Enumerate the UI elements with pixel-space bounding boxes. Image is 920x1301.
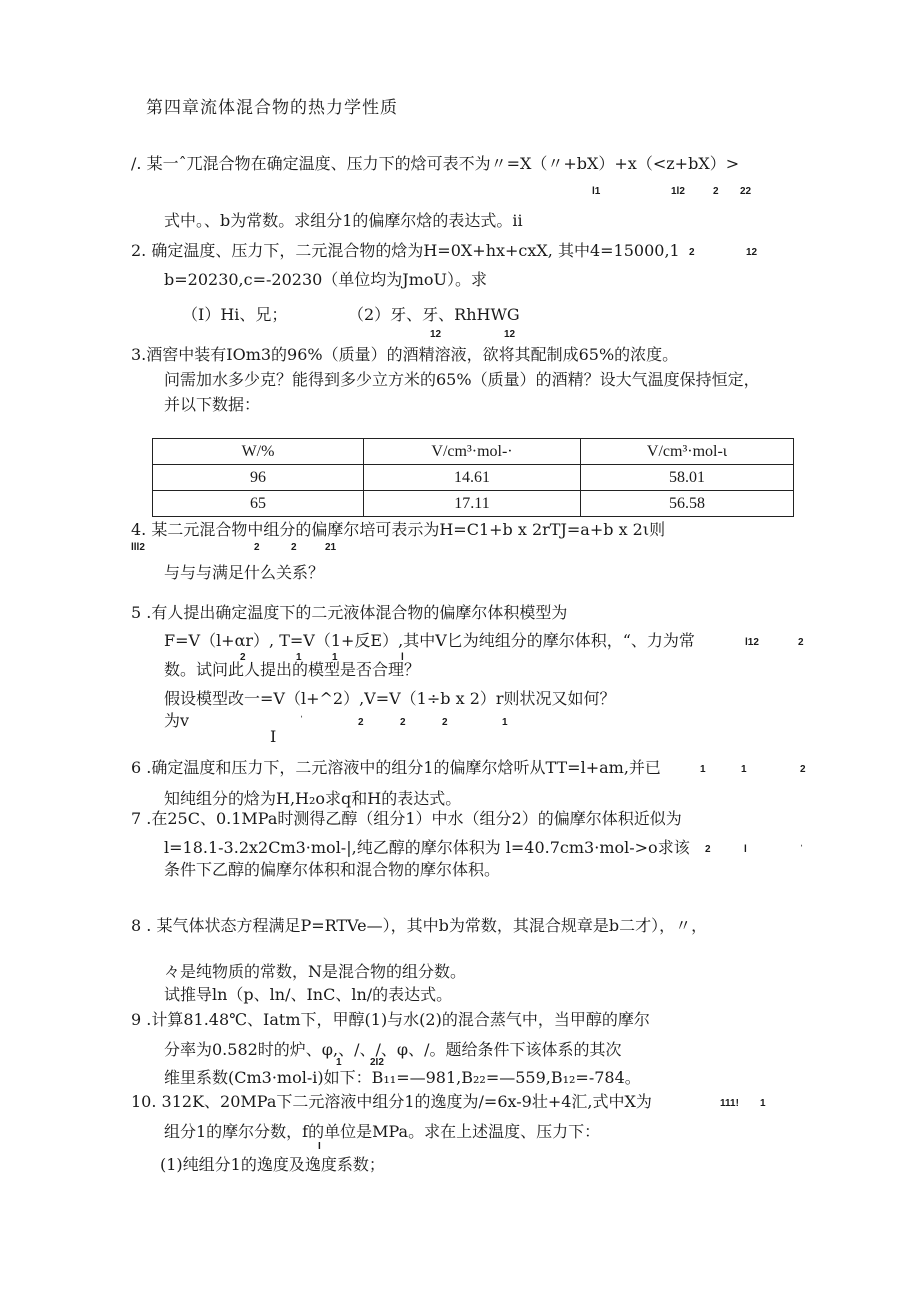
problem-6-subscript: 1 — [741, 764, 747, 775]
problem-7-subscript: 2 — [705, 844, 711, 855]
problem-7-line-3: 条件下乙醇的偏摩尔体积和混合物的摩尔体积。 — [164, 860, 501, 879]
problem-10-subscript: 111! — [720, 1098, 739, 1109]
table-header-cell: V/cm³·mol-· — [364, 439, 581, 465]
problem-5-subscript: ˈ — [300, 715, 304, 726]
table-cell: 14.61 — [364, 465, 581, 491]
problem-5-subscript: 2 — [240, 652, 246, 663]
problem-4-line-1: 4. 某二元混合物中组分的偏摩尔培可表示为H=C1+b x 2rTJ=a+b x 2ι则 — [131, 520, 666, 539]
problem-7-line-1: 7 .在25C、0.1MPa时测得乙醇（组分1）中水（组分2）的偏摩尔体积近似为 — [131, 809, 682, 828]
problem-5-subscript: 2 — [442, 717, 448, 728]
problem-3-line-1: 3.酒窖中装有IOm3的96%（质量）的酒精溶液，欲将其配制成65%的浓度。 — [131, 345, 679, 364]
problem-7-line-2: l=18.1-3.2x2Cm3·mol-|,纯乙醇的摩尔体积为 l=40.7cm3·mol->o求该 — [164, 838, 690, 857]
problem-6-line-1: 6 .确定温度和压力下，二元溶液中的组分1的偏摩尔焓听从TT=l+am,并已 — [131, 758, 661, 777]
problem-8-line-2: 々是纯物质的常数，N是混合物的组分数。 — [164, 962, 467, 981]
problem-4-line-2: 与与与满足什么关系？ — [164, 563, 325, 582]
problem-5-subscript: 2 — [400, 717, 406, 728]
problem-2-subscript: 12 — [430, 329, 442, 340]
table-cell: 65 — [153, 491, 364, 517]
problem-8-line-1: 8 . 某气体状态方程满足P=RTVe—），其中b为常数，其混合规章是b二才），〃， — [131, 916, 708, 935]
problem-1-subscript: 22 — [740, 186, 752, 197]
problem-10-line-2: 组分1的摩尔分数，f的单位是MPa。求在上述温度、压力下： — [164, 1122, 601, 1141]
problem-4-subscript: lll2 — [131, 542, 145, 553]
problem-1-subscript: 2 — [713, 186, 719, 197]
problem-5-subscript: 1 — [502, 717, 508, 728]
data-table — [152, 438, 794, 517]
problem-10-line-1: 10. 312K、20MPa下二元溶液中组分1的逸度为/=6x-9壮+4汇,式中X为 — [131, 1092, 652, 1111]
problem-1-subscript: l1 — [592, 186, 601, 197]
table-header-cell: W/% — [153, 439, 364, 465]
problem-5-subscript: l — [401, 652, 404, 663]
problem-5-line-1: 5 .有人提出确定温度下的二元液体混合物的偏摩尔体积模型为 — [131, 603, 568, 622]
problem-5-subscript: 2 — [798, 637, 804, 648]
problem-5-line-5: 为v — [164, 711, 190, 730]
table-header-row — [153, 439, 794, 465]
problem-6-subscript: 1 — [700, 764, 706, 775]
table-cell: 96 — [153, 465, 364, 491]
page-title: 第四章流体混合物的热力学性质 — [146, 98, 398, 118]
problem-4-subscript: 2 — [291, 542, 297, 553]
problem-8-line-3: 试推导ln（p、ln/、InC、ln/的表达式。 — [164, 985, 453, 1004]
problem-9-line-1: 9 .计算81.48℃、Iatm下，甲醇(1)与水(2)的混合蒸气中，当甲醇的摩尔 — [131, 1010, 650, 1029]
problem-2-subscript: 2 — [689, 247, 695, 258]
table-row — [153, 465, 794, 491]
problem-6-subscript: 2 — [800, 764, 806, 775]
table-cell: 58.01 — [581, 465, 794, 491]
problem-7-subscript: ˈ — [800, 844, 804, 855]
problem-1-line-1: /. 某一ˆ兀混合物在确定温度、压力下的焓可表不为〃=X（〃+bX）+x（<z+bX）> — [131, 154, 740, 173]
problem-3-line-2: 问需加水多少克？能得到多少立方米的65%（质量）的酒精？设大气温度保持恒定， — [164, 370, 760, 389]
problem-5-line-6: I — [270, 727, 277, 746]
problem-10-subscript: I — [318, 1141, 321, 1152]
problem-5-subscript: 2 — [358, 717, 364, 728]
problem-10-subscript: 1 — [760, 1098, 766, 1109]
table-header-cell: V/cm³·mol-ι — [581, 439, 794, 465]
problem-2-line-2: b=20230,c=-20230（单位均为JmoU）。求 — [164, 270, 488, 289]
table-cell: 56.58 — [581, 491, 794, 517]
problem-2-line-1: 2. 确定温度、压力下，二元混合物的焓为H=0X+hx+cxX, 其中4=15000,1 — [131, 241, 680, 260]
problem-9-line-3: 维里系数(Cm3·mol-i)如下：B₁₁=—981,B₂₂=—559,B₁₂=-784。 — [164, 1068, 641, 1087]
problem-2-line-3b: （2）牙、牙、RhHWG — [348, 305, 520, 324]
problem-3-line-3: 并以下数据： — [164, 395, 261, 414]
table-row — [153, 491, 794, 517]
problem-5-subscript: l12 — [745, 637, 759, 648]
problem-5-subscript: 1 — [332, 652, 338, 663]
problem-9-subscript: 2I2 — [370, 1057, 384, 1068]
problem-9-line-2: 分率为0.582时的炉、φ,、/、/、φ、/。题给条件下该体系的其次 — [164, 1040, 622, 1059]
problem-6-line-2: 知纯组分的焓为H,H₂o求q和H的表达式。 — [164, 789, 462, 808]
table-cell: 17.11 — [364, 491, 581, 517]
problem-5-line-4: 假设模型改一=V（l+^2）,V=V（1÷b x 2）r则状况又如何？ — [164, 689, 616, 708]
problem-4-subscript: 21 — [325, 542, 337, 553]
problem-7-subscript: l — [744, 844, 747, 855]
problem-4-subscript: 2 — [254, 542, 260, 553]
problem-1-line-2: 式中。、b为常数。求组分1的偏摩尔焓的表达式。ii — [164, 211, 523, 230]
problem-10-line-3: (1)纯组分1的逸度及逸度系数； — [160, 1155, 385, 1174]
problem-2-subscript: 12 — [504, 329, 516, 340]
problem-5-subscript: 1 — [296, 652, 302, 663]
problem-5-line-3: 数。试问此人提出的模型是否合理？ — [164, 660, 421, 679]
problem-9-subscript: 1 — [336, 1057, 342, 1068]
problem-2-line-3a: （I）Hi、兄； — [182, 305, 288, 324]
problem-1-subscript: 1l2 — [671, 186, 685, 197]
problem-5-line-2: F=V（l+αr）, T=V（1+反E）,其中V匕为纯组分的摩尔体积，“、力为常 — [164, 631, 695, 650]
problem-2-subscript: 12 — [746, 247, 758, 258]
